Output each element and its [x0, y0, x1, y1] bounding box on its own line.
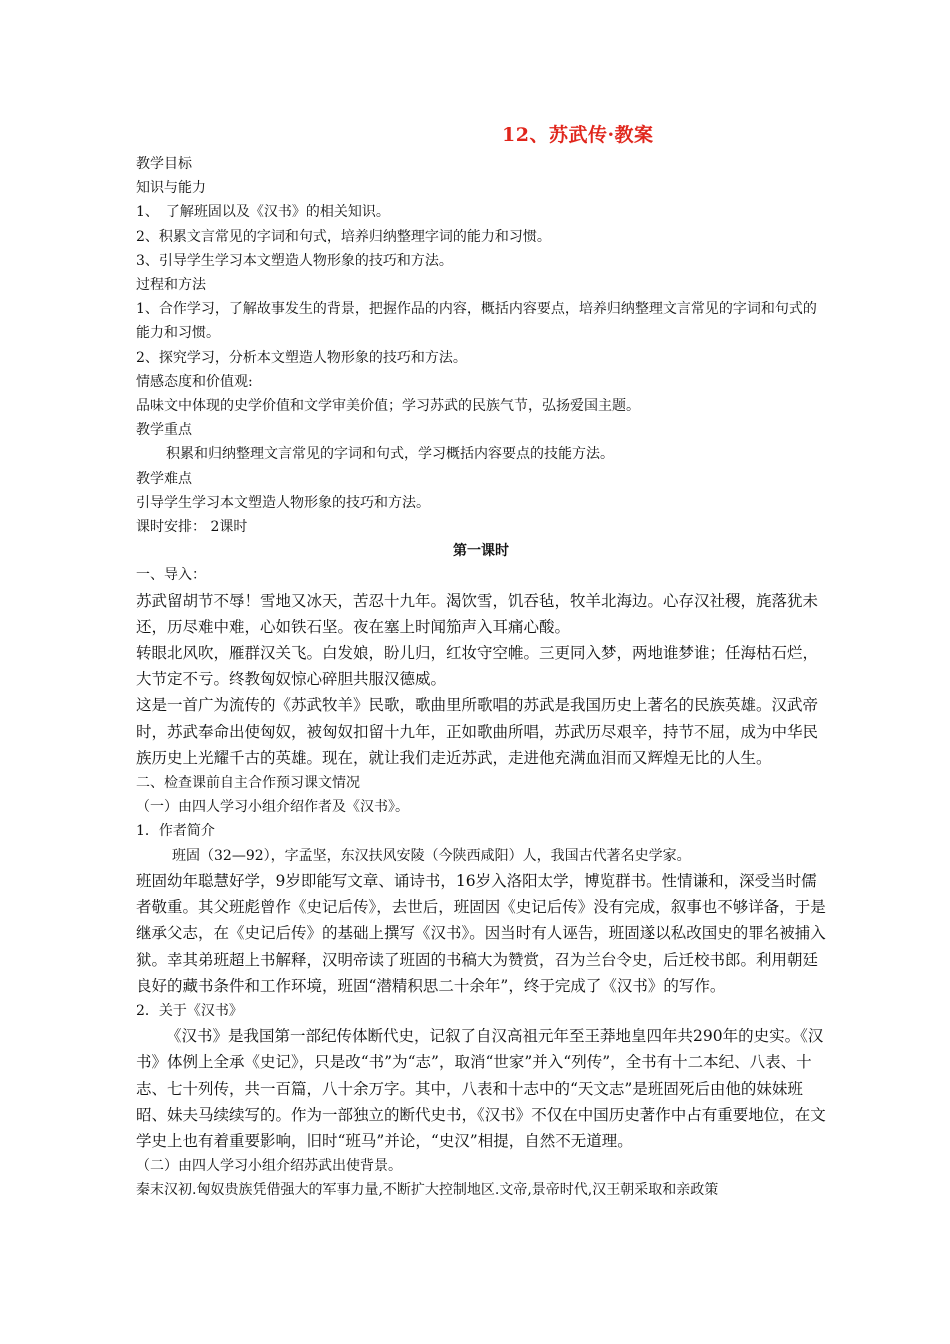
background-text: 秦末汉初.匈奴贵族凭借强大的军事力量,不断扩大控制地区.文帝,景帝时代,汉王朝采取和亲政策: [136, 1182, 719, 1199]
subsection-mission-background: （二）由四人学习小组介绍苏武出使背景。: [136, 1158, 402, 1175]
subheading-knowledge-ability: 知识与能力: [136, 180, 206, 197]
lesson-one-heading: 第一课时: [453, 543, 509, 560]
key-points-text: 积累和归纳整理文言常见的字词和句式，学习概括内容要点的技能方法。: [166, 446, 614, 463]
goal-item-3: 3、引导学生学习本文塑造人物形象的技巧和方法。: [136, 252, 453, 269]
author-intro-heading: 1．作者简介: [136, 823, 215, 840]
author-biography: 班固幼年聪慧好学，9岁即能写文章、诵诗书，16岁入洛阳太学，博览群书。性情谦和，深受当时儒者敬重。其父班彪曾作《史记后传》，去世后，班固因《史记后传》没有完成，叙事也不够详备，于是继承父志，在《史记后传》的基础上撰写《汉书》。因当时有人诬告，班固遂以私改国史的罪名被捕入狱。幸其弟班超上书解释，汉明帝读了班固的书稿大为赞赏，召为兰台令史，后迁校书郎。利用朝廷良好的藏书条件和工作环境，班固“潜精积思二十余年”，终于完成了《汉书》的写作。: [136, 871, 826, 995]
section-heading-difficulties: 教学难点: [136, 470, 192, 487]
attitude-text: 品味文中体现的史学价值和文学审美价值；学习苏武的民族气节，弘扬爱国主题。: [136, 398, 640, 415]
goal-item-2: 2、积累文言常见的字词和句式，培养归纳整理字词的能力和习惯。: [136, 228, 551, 245]
author-summary: 班固（32—92），字孟坚，东汉扶风安陵（今陕西咸阳）人，我国古代著名史学家。: [172, 847, 691, 864]
method-item-1: 1、合作学习，了解故事发生的背景，把握作品的内容，概括内容要点，培养归纳整理文言常见的字词和句式的能力和习惯。: [136, 301, 817, 342]
document-title: 12、苏武传·教案: [502, 124, 654, 146]
subsection-author-book: （一）由四人学习小组介绍作者及《汉书》。: [136, 799, 409, 816]
method-item-2: 2、探究学习，分析本文塑造人物形象的技巧和方法。: [136, 349, 467, 366]
section-heading-key-points: 教学重点: [136, 422, 192, 439]
preview-check-heading: 二、检查课前自主合作预习课文情况: [136, 775, 360, 792]
difficulties-text: 引导学生学习本文塑造人物形象的技巧和方法。: [136, 494, 430, 511]
hanshu-description: 《汉书》是我国第一部纪传体断代史，记叙了自汉高祖元年至王莽地皇四年共290年的史实。《汉书》体例上全承《史记》，只是改“书”为“志”，取消“世家”并入“列传”，全书有十二本纪、八表、十志、七十列传，共一百篇，八十余万字。其中，八表和十志中的“天文志”是班固死后由他的妹妹班昭、妹夫马续续写的。作为一部独立的断代史书，《汉书》不仅在中国历史著作中占有重要地位，在文学史上也有着重要影响，旧时“班马”并论，“史汉”相提，自然不无道理。: [136, 1027, 826, 1150]
intro-paragraph: 这是一首广为流传的《苏武牧羊》民歌，歌曲里所歌唱的苏武是我国历史上著名的民族英雄。汉武帝时，苏武奉命出使匈奴，被匈奴扣留十九年，正如歌曲所唱，苏武历尽艰辛，持节不屈，成为中华民族历史上光耀千古的英雄。现在，就让我们走近苏武，走进他充满血泪而又辉煌无比的人生。: [136, 696, 819, 767]
subheading-attitude-values: 情感态度和价值观:: [136, 373, 253, 390]
about-hanshu-heading: 2．关于《汉书》: [136, 1002, 243, 1019]
goal-item-1: 1、 了解班固以及《汉书》的相关知识。: [136, 204, 390, 221]
schedule-text: 课时安排： 2课时: [136, 519, 248, 536]
section-heading-teaching-goals: 教学目标: [136, 156, 192, 172]
song-verse-1: 苏武留胡节不辱！雪地又冰天，苦忍十九年。渴饮雪，饥吞毡，牧羊北海边。心存汉社稷，旄落犹未还，历尽难中难，心如铁石坚。夜在塞上时闻笳声入耳痛心酸。: [136, 591, 819, 636]
song-verse-2: 转眼北风吹，雁群汉关飞。白发娘，盼儿归，红妆守空帷。三更同入梦，两地谁梦谁；任海枯石烂，大节定不亏。终教匈奴惊心碎胆共服汉德威。: [136, 644, 819, 689]
subheading-process-method: 过程和方法: [136, 277, 206, 294]
document-body: [136, 120, 826, 1203]
intro-heading: 一、导入：: [136, 567, 206, 584]
